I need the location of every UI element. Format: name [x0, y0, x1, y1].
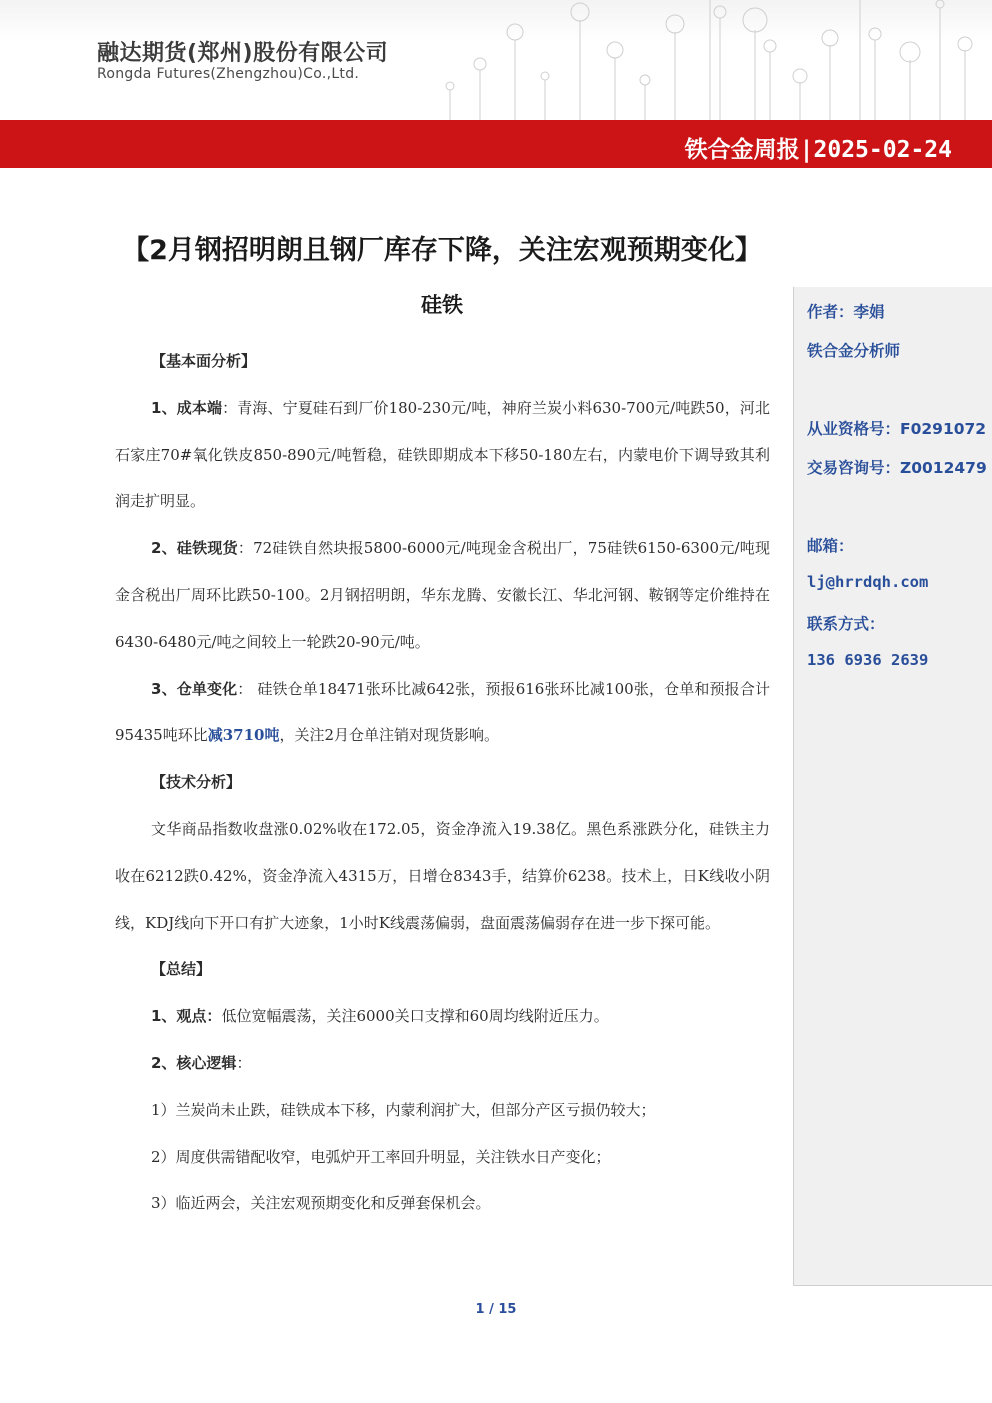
list-item: 1）兰炭尚未止跌，硅铁成本下移，内蒙利润扩大，但部分产区亏损仍较大； — [151, 1100, 656, 1119]
email-address[interactable]: lj@hrrdqh.com — [807, 573, 929, 591]
paragraph-technical: 文华商品指数收盘涨0.02%收在172.05，资金净流入19.38亿。黑色系涨跌分化，硅铁主力收在6212跌0.42%，资金净流入4315万，日增仓8343手，结算价6238。技术上，日K线收小阴线，KDJ线向下开口有扩大迹象，1小时K线震荡偏弱，盘面震荡偏弱存在进一步下探可能。 — [115, 819, 770, 932]
report-title: 铁合金周报|2025-02-24 — [684, 137, 952, 163]
list-item: 3）临近两会，关注宏观预期变化和反弹套保机会。 — [151, 1194, 491, 1213]
paragraph-text: ：72硅铁自然块报5800-6000元/吨现金含税出厂，75硅铁6150-6300元/吨现金含税出厂周环比跌50-100。2月钢招明朗，华东龙腾、安徽长江、华北河钢、鞍钢等定价维持在6430-6480元/吨之间较上一轮跌20-90元/吨。 — [115, 539, 770, 651]
report-body — [115, 338, 770, 1227]
page-header — [0, 0, 992, 120]
paragraph-text: 低位宽幅震荡，关注6000关口支撑和60周均线附近压力。 — [221, 1007, 609, 1026]
paragraph-text: ，关注2月仓单注销对现货影响。 — [279, 726, 500, 745]
page-title: 【2月钢招明朗且钢厂库存下降，关注宏观预期变化】 — [122, 235, 762, 266]
paragraph-text: ： 硅铁仓单18471张环比减642张，预报616张环比减100张，仓单和预报合计95435吨环比 — [115, 679, 770, 745]
paragraph-label: 3、仓单变化 — [151, 679, 238, 698]
page-number: 1 / 15 — [475, 1302, 517, 1317]
paragraph-spot — [115, 525, 770, 665]
phone-number: 136 6936 2639 — [807, 651, 929, 669]
author-sidebar — [793, 287, 992, 1286]
contact-label: 联系方式： — [807, 615, 885, 633]
paragraph-label: 2、硅铁现货 — [151, 539, 238, 558]
list-item: 2）周度供需错配收窄，电弧炉开工率回升明显，关注铁水日产变化； — [151, 1147, 611, 1166]
paragraph-logic — [115, 1040, 770, 1087]
paragraph-label: 2、核心逻辑 — [151, 1053, 237, 1072]
paragraph-cost — [115, 385, 770, 525]
section-heading-technical: 【技术分析】 — [151, 773, 242, 792]
highlight-text: 减3710吨 — [207, 726, 280, 745]
section-heading-summary: 【总结】 — [151, 960, 212, 979]
paragraph-text: ： — [236, 1053, 252, 1072]
header-decoration — [420, 0, 992, 120]
email-label: 邮箱： — [807, 537, 854, 555]
author-role: 铁合金分析师 — [807, 342, 901, 360]
company-name-cn: 融达期货(郑州)股份有限公司 — [97, 41, 389, 66]
paragraph-label: 1、成本端 — [151, 398, 223, 417]
page-subtitle: 硅铁 — [421, 293, 463, 317]
author-name: 作者：李娟 — [807, 303, 885, 321]
consult-number: 交易咨询号：Z0012479 — [807, 459, 987, 477]
company-name-en: Rongda Futures(Zhengzhou)Co.,Ltd. — [97, 66, 360, 82]
paragraph-view — [115, 993, 770, 1040]
paragraph-warehouse — [115, 666, 770, 760]
license-number: 从业资格号：F0291072 — [807, 420, 987, 438]
paragraph-label: 1、观点： — [151, 1007, 222, 1026]
paragraph-text: ：青海、宁夏硅石到厂价180-230元/吨，神府兰炭小料630-700元/吨跌50，河北石家庄70#氧化铁皮850-890元/吨暂稳，硅铁即期成本下移50-180左右，内蒙电价下调导致其利润走扩明显。 — [115, 398, 770, 511]
section-heading-fundamental: 【基本面分析】 — [151, 352, 257, 370]
